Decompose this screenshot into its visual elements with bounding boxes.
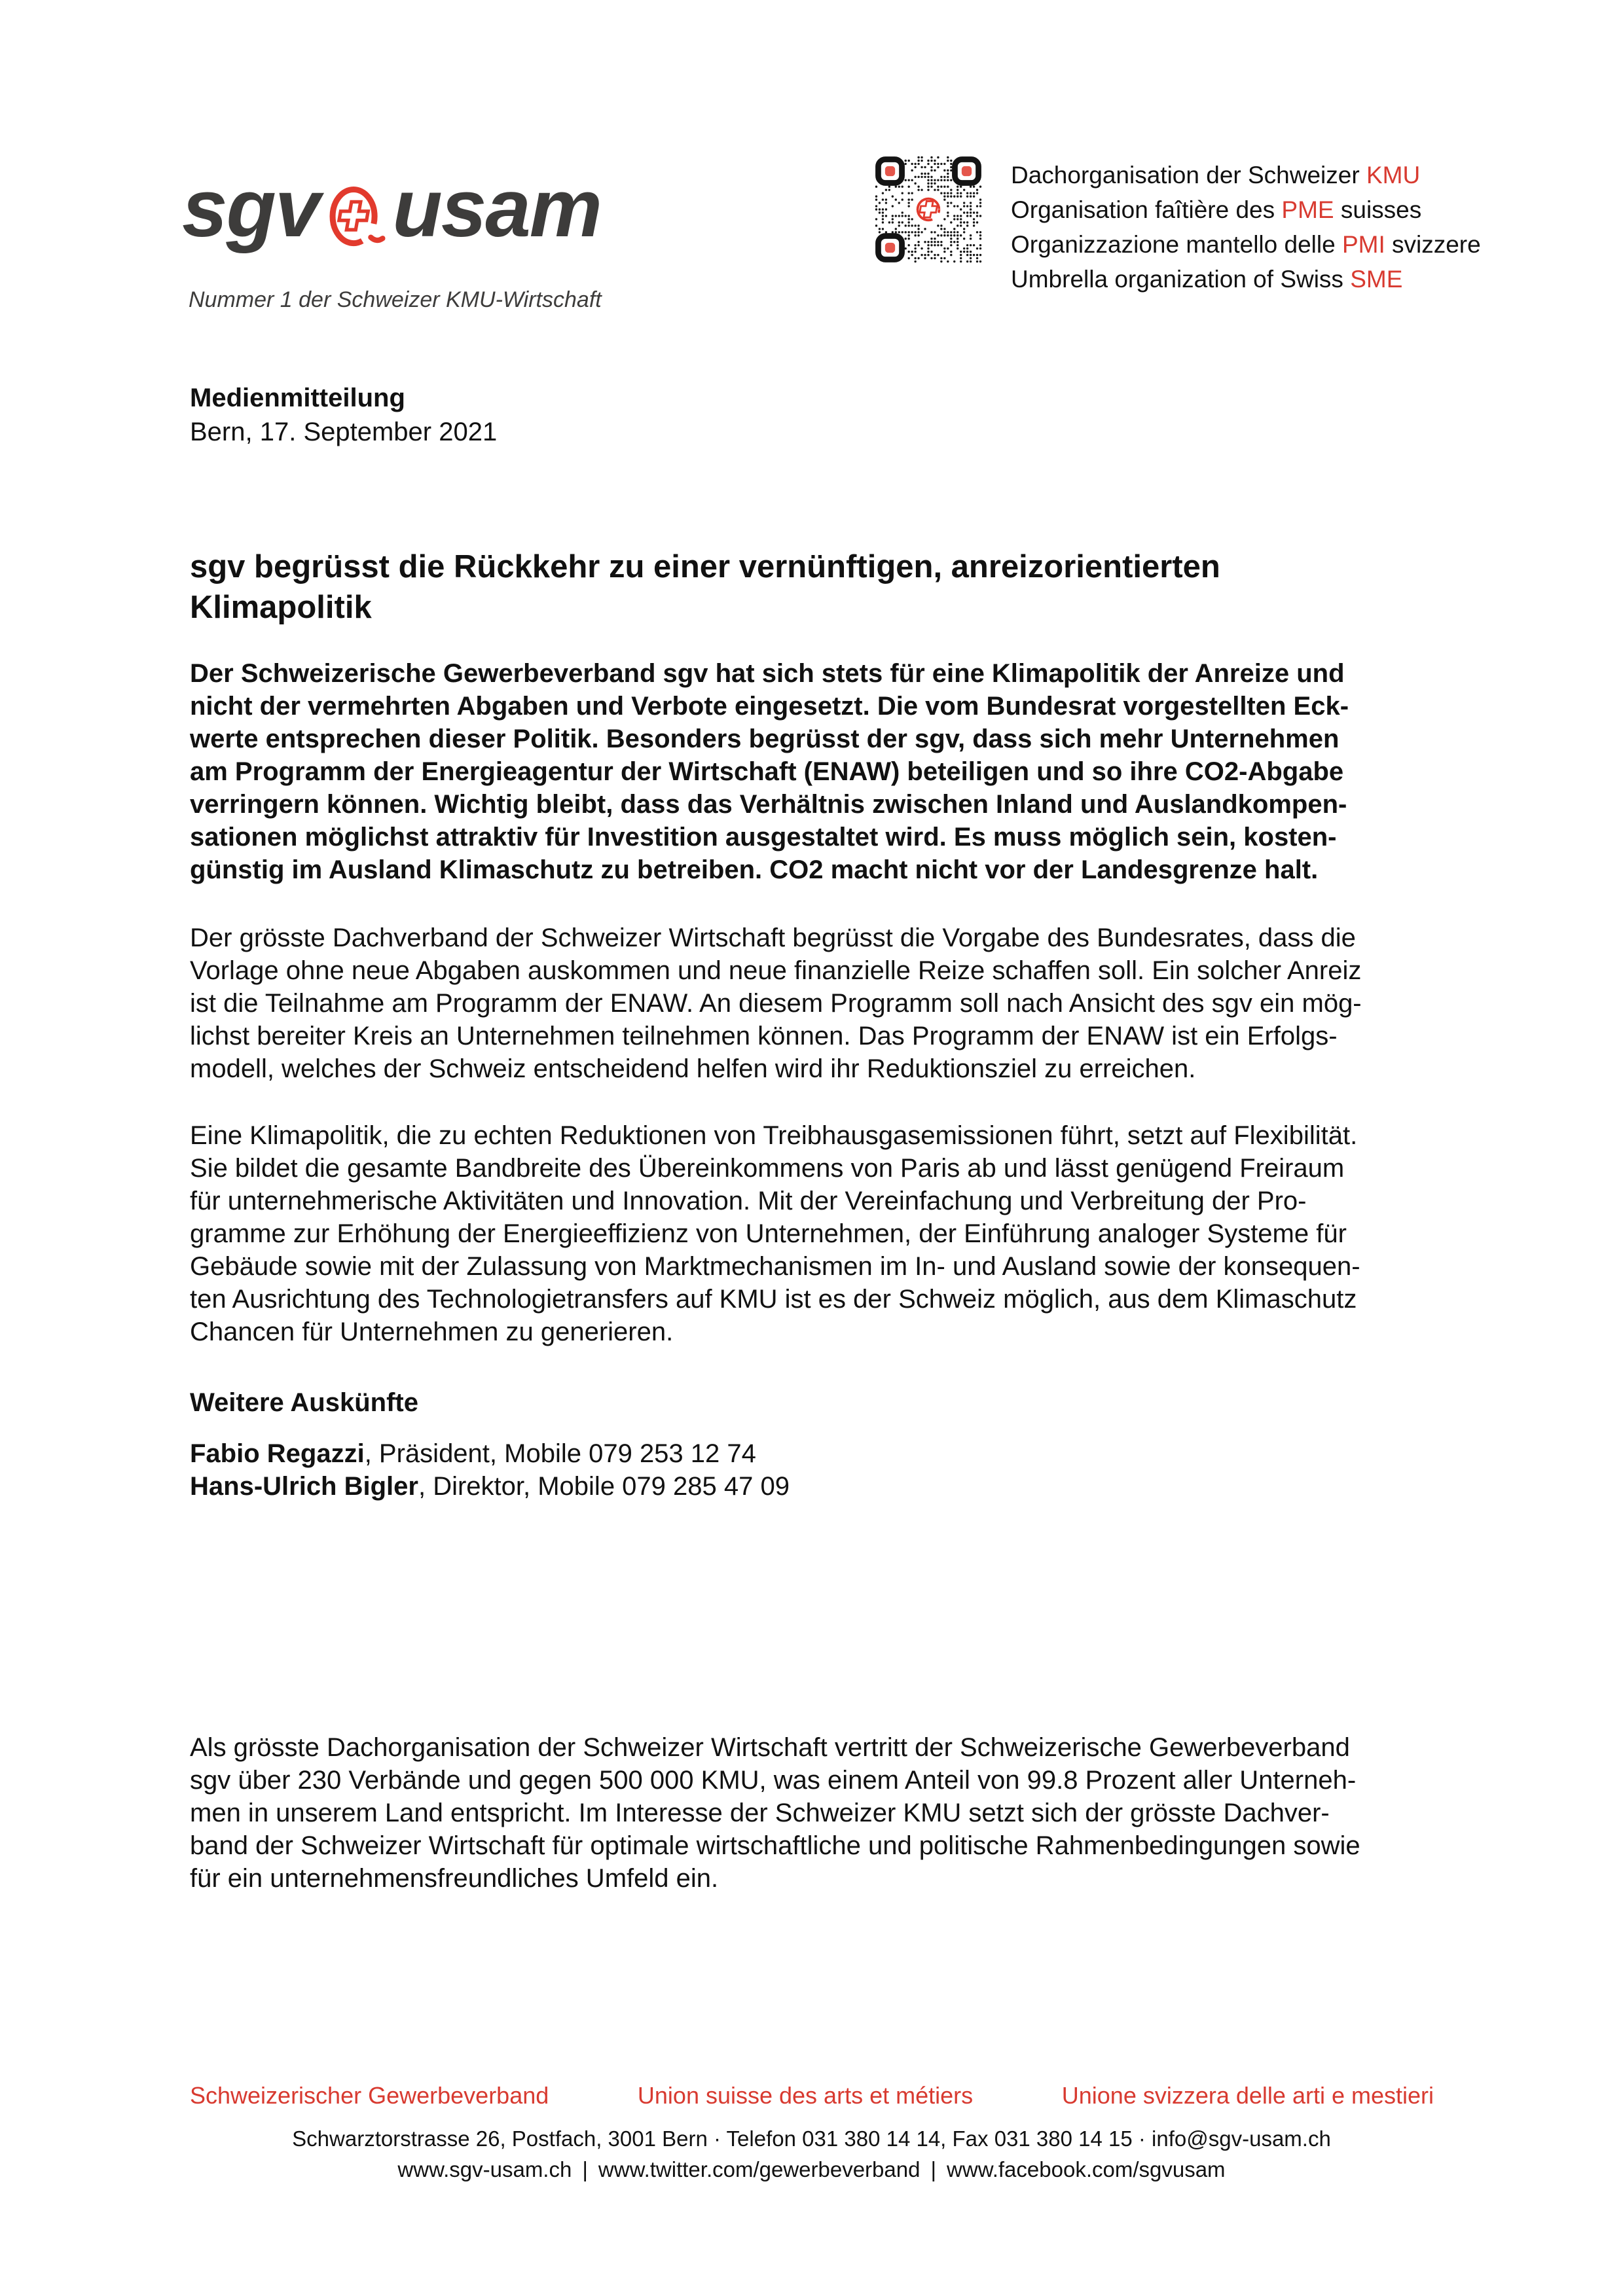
boilerplate: Als grösste Dachorganisation der Schweizer Wirtschaft vertritt der Schweizerische Gewerbeverband sgv über 230 Verbände und gegen 500 000 KMU, was einem Anteil von 99.8 Prozent aller Unterneh- men in unserem Land entspricht. Im Interesse der Schweizer KMU setzt sich der grösste Dachver- band der Schweizer Wirtschaft für optimale wirtschaftliche und politische Rahmenbedingungen sowie für ein unternehmensfreundliches Umfeld ein. bbox=[190, 1733, 1360, 1893]
footer-links bbox=[0, 2156, 1623, 2183]
footer-link-separator: | bbox=[930, 2157, 937, 2181]
contacts bbox=[190, 1437, 790, 1503]
contact-line-president bbox=[190, 1437, 790, 1470]
contact-details: , Präsident, Mobile 079 253 12 74 bbox=[364, 1439, 756, 1468]
footer-link-website[interactable]: www.sgv-usam.ch bbox=[397, 2157, 572, 2181]
footer-link-twitter[interactable]: www.twitter.com/gewerbeverband bbox=[598, 2157, 921, 2181]
footer-org-fr: Union suisse des arts et métiers bbox=[637, 2082, 974, 2109]
qr-finder-top-right bbox=[955, 159, 978, 183]
footer-link-facebook[interactable]: www.facebook.com/sgvusam bbox=[947, 2157, 1226, 2181]
logo-text-sgv: sgv bbox=[182, 163, 319, 254]
headline: sgv begrüsst die Rückkehr zu einer vernünftigen, anreizorientierten Klimapolitik bbox=[190, 549, 1220, 625]
org-description-fr: Organisation faîtière des PME suisses bbox=[1011, 196, 1422, 223]
contacts-heading: Weitere Auskünfte bbox=[190, 1388, 418, 1417]
org-description-de: Dachorganisation der Schweizer KMU bbox=[1011, 162, 1421, 188]
contact-name: Fabio Regazzi bbox=[190, 1439, 365, 1468]
dateline: Bern, 17. September 2021 bbox=[190, 418, 498, 446]
contact-details: , Direktor, Mobile 079 285 47 09 bbox=[418, 1472, 790, 1501]
footer-org-de: Schweizerischer Gewerbeverband bbox=[190, 2082, 549, 2109]
footer-link-separator: | bbox=[582, 2157, 588, 2181]
logo-text-usam: usam bbox=[392, 163, 601, 254]
qr-code bbox=[875, 156, 982, 263]
footer-address: Schwarztorstrasse 26, Postfach, 3001 Bern · Telefon 031 380 14 14, Fax 031 380 14 15 · info@sgv-usam.ch bbox=[292, 2126, 1331, 2151]
document-type-label: Medienmitteilung bbox=[190, 384, 405, 412]
lead-paragraph: Der Schweizerische Gewerbeverband sgv hat sich stets für eine Klimapolitik der Anreize und nicht der vermehrten Abgaben und Verbote eingesetzt. Die vom Bundesrat vorgestellten Eck- werte entsprechen dieser Politik. Besonders begrüsst der sgv, dass sich mehr Unternehmen am Programm der Energieagentur der Wirtschaft (ENAW) beteiligen und so ihre CO2-Abgabe verringern können. Wichtig bleibt, dass das Verhältnis zwischen Inland und Auslandkompen- sationen möglichst attraktiv für Investition ausgestaltet wird. Es muss möglich sein, kosten- günstig im Ausland Klimaschutz zu betreiben. CO2 macht nicht vor der Landesgrenze halt. bbox=[190, 659, 1349, 884]
swiss-cross-emblem-icon bbox=[327, 177, 387, 259]
qr-center-emblem-icon bbox=[911, 192, 945, 226]
org-description-en: Umbrella organization of Swiss SME bbox=[1011, 266, 1403, 293]
logo-wordmark bbox=[182, 160, 602, 259]
logo-tagline: Nummer 1 der Schweizer KMU-Wirtschaft bbox=[189, 287, 602, 312]
paragraph-2: Eine Klimapolitik, die zu echten Reduktionen von Treibhausgasemissionen führt, setzt auf Flexibilität. Sie bildet die gesamte Bandbreite des Übereinkommens von Paris ab und lässt genügend Freiraum für unternehmerische Aktivitäten und Innovation. Mit der Vereinfachung und Verbreitung der Pro- gramme zur Erhöhung der Energieeffizienz von Unternehmen, der Einführung analoger Systeme für Gebäude sowie mit der Zulassung von Marktmechanismen im In- und Ausland sowie der konsequen- ten Ausrichtung des Technologietransfers auf KMU ist es der Schweiz möglich, aus dem Klimaschutz Chancen für Unternehmen zu generieren. bbox=[190, 1121, 1360, 1346]
footer-org-names bbox=[190, 2081, 1434, 2110]
qr-header-block bbox=[875, 156, 1481, 296]
paragraph-1: Der grösste Dachverband der Schweizer Wirtschaft begrüsst die Vorgabe des Bundesrates, dass die Vorlage ohne neue Abgaben auskommen und neue finanzielle Reize schaffen soll. Ein solcher Anreiz ist die Teilnahme am Programm der ENAW. An diesem Programm soll nach Ansicht des sgv ein mög- lichst bereiter Kreis an Unternehmen teilnehmen können. Das Programm der ENAW ist ein Erfolgs- modell, welches der Schweiz entscheidend helfen wird ihr Reduktionsziel zu erreichen. bbox=[190, 924, 1362, 1083]
qr-finder-bottom-left bbox=[878, 236, 902, 259]
contact-line-director bbox=[190, 1470, 790, 1503]
contact-name: Hans-Ulrich Bigler bbox=[190, 1472, 418, 1501]
sgv-usam-logo bbox=[182, 160, 602, 312]
footer-org-it: Unione svizzera delle arti e mestieri bbox=[1061, 2082, 1434, 2109]
org-description-it: Organizzazione mantello delle PMI svizzere bbox=[1011, 231, 1481, 258]
qr-finder-top-left bbox=[878, 159, 902, 183]
org-descriptions bbox=[1011, 156, 1481, 296]
